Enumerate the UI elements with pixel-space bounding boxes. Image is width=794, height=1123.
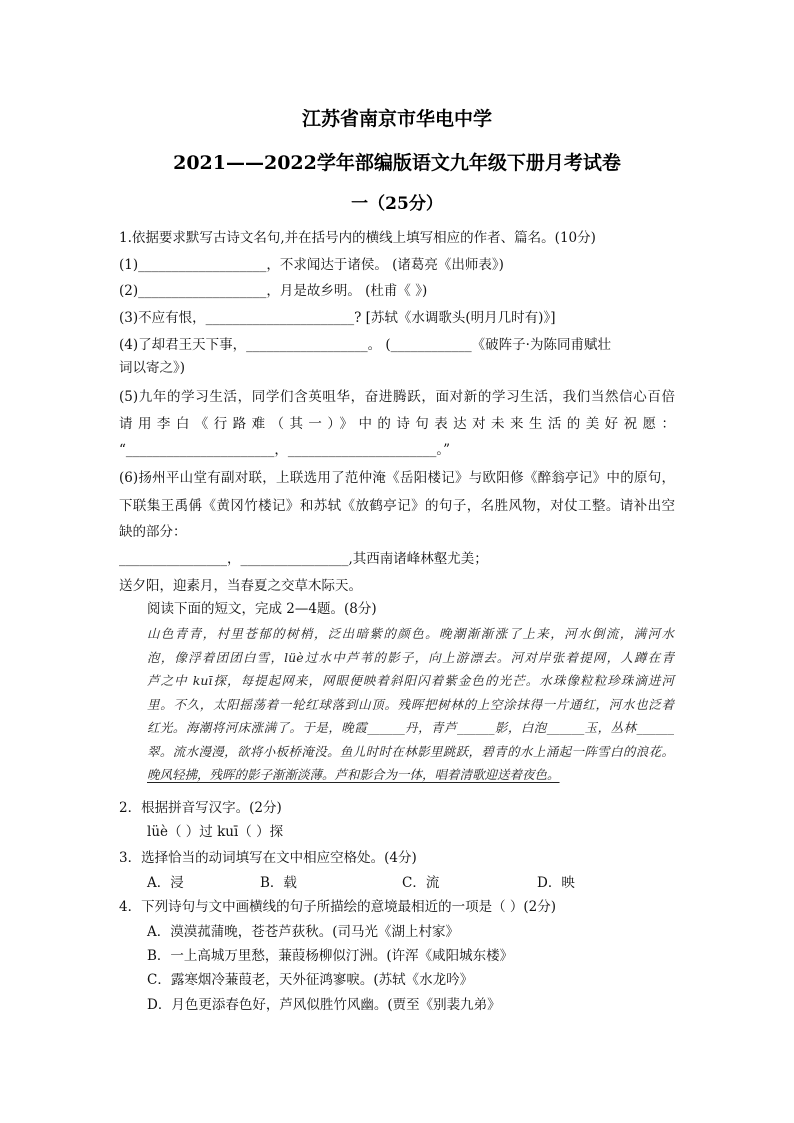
- q4-option-c: C．露寒烟冷蒹葭老，天外征鸿寥唳。(苏轼《水龙吟》: [147, 972, 474, 988]
- q2-stem: 2．根据拼音写汉字。(2分): [119, 800, 282, 816]
- q4-option-d: D．月色更添春色好，芦风似胜竹风幽。(贾至《别裴九弟》: [147, 997, 501, 1013]
- q1-item-2: (2)___________________，月是故乡明。 (杜甫《 》): [119, 283, 428, 299]
- underlined-sentence: 晚风轻拂，残晖的影子渐渐淡薄。芦和影合为一体，唱着清歌迎送着夜色。: [147, 767, 560, 782]
- q1-stem: 1.依据要求默写古诗文名句,并在括号内的横线上填写相应的作者、篇名。(10分): [119, 230, 596, 246]
- passage-line-2: 泡，像浮着团团白雪，lüè过水中芦苇的影子，向上游漂去。河对岸张着提网，人蹲在青: [147, 649, 674, 665]
- q3-option-c: C．流: [402, 875, 440, 891]
- q2-pinyin: lüè（ ）过 kuī（ ）探: [147, 824, 284, 840]
- school-title: 江苏省南京市华电中学: [301, 108, 492, 130]
- q1-item-6-blanks: ________________，________________,其西南诸峰林壑尤美；: [119, 551, 488, 567]
- section-heading: 一（25分）: [351, 194, 443, 214]
- q1-item-5-blanks: “______________________，______________________。”: [119, 442, 451, 458]
- passage-line-6: 翠。流水漫漫，欲将小板桥淹没。鱼儿时时在林影里跳跃，碧青的水上涌起一阵雪白的浪花。: [147, 743, 674, 759]
- q1-item-5-line1: (5)九年的学习生活，同学们含英咀华，奋进腾跃，面对新的学习生活，我们当然信心百倍: [119, 389, 675, 405]
- passage-line-7: [147, 763, 674, 787]
- q4-option-b: B．一上高城万里愁，蒹葭杨柳似汀洲。(许浑《咸阳城东楼》: [147, 948, 514, 964]
- q1-item-5-line2: 请用李白《行路难（其一）》中的诗句表达对未来生活的美好祝愿：: [119, 416, 675, 432]
- reading-passage: [147, 622, 674, 787]
- q1-item-6-line5: 送夕阳，迎素月，当春夏之交草木际天。: [119, 578, 362, 594]
- q1-item-6-line3: 缺的部分：: [119, 524, 187, 540]
- q1-item-4: (4)了却君王天下事，__________________。 (____________《破阵子·为陈同甫赋壮: [119, 337, 611, 353]
- q3-option-a: A．浸: [147, 875, 184, 891]
- q3-option-d: D．映: [537, 875, 575, 891]
- q1-item-4-cont: 词以寄之》): [119, 360, 186, 376]
- passage-line-5: 红光。海潮将河床涨满了。于是，晚霞______丹，青芦______影，白泡______玉，丛林______: [147, 720, 674, 735]
- q1-item-6-line2: 下联集王禹偁《黄冈竹楼记》和苏轼《放鹤亭记》的句子，名胜风物，对仗工整。请补出空: [119, 498, 675, 514]
- passage-line-4: 里。不久，太阳摇荡着一轮红球落到山顶。残晖把树林的上空涂抹得一片通红，河水也泛着: [147, 696, 674, 712]
- q3-option-b: B．载: [260, 875, 297, 891]
- q3-stem: 3．选择恰当的动词填写在文中相应空格处。(4分): [119, 850, 417, 866]
- exam-title: 2021——2022学年部编版语文九年级下册月考试卷: [173, 152, 621, 174]
- reading-intro: 阅读下面的短文，完成 2—4题。(8分): [147, 601, 377, 617]
- q1-item-1: (1)___________________，不求闻达于诸侯。 (诸葛亮《出师表》): [119, 257, 504, 273]
- q1-item-3: (3)不应有恨，______________________? [苏轼《水调歌头(明月几时有)》]: [119, 310, 556, 326]
- passage-line-3: 芦之中 kuī探，每提起网来，网眼便映着斜阳闪着紫金色的光芒。水珠像粒粒珍珠滴进河: [147, 673, 674, 688]
- q4-option-a: A．漠漠菰蒲晚，苍苍芦荻秋。(司马光《湖上村家》: [147, 924, 460, 940]
- q1-item-6-line1: (6)扬州平山堂有副对联，上联选用了范仲淹《岳阳楼记》与欧阳修《醉翁亭记》中的原句，: [119, 470, 675, 486]
- q4-stem: 4．下列诗句与文中画横线的句子所描绘的意境最相近的一项是（ ）(2分): [119, 899, 557, 915]
- passage-line-1: 山色青青，村里苍郁的树梢，泛出暗紫的颜色。晚潮渐渐涨了上来，河水倒流，满河水: [147, 626, 674, 641]
